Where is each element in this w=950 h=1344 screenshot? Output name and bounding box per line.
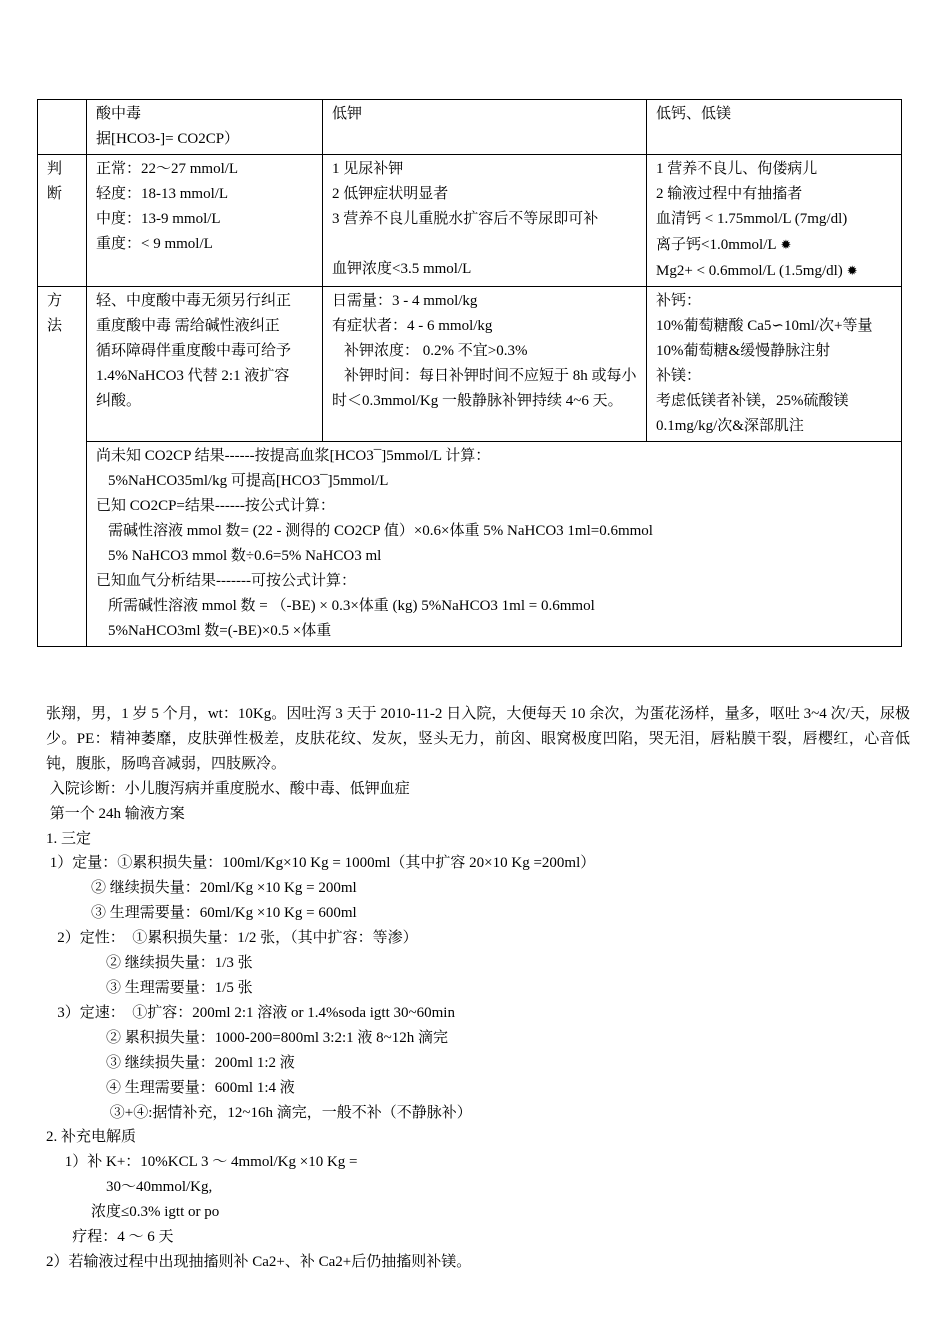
header-empty-cell: [38, 100, 87, 155]
plan-line: ③ 继续损失量：200ml 1:2 液: [46, 1054, 295, 1071]
header-hypokalemia: 低钾: [323, 100, 647, 155]
plan-line: 疗程：4 ～ 6 天: [46, 1229, 174, 1246]
table-row-calc: [38, 442, 902, 647]
plan-line: ③ 生理需要量：60ml/Kg ×10 Kg = 600ml: [46, 905, 357, 922]
plan-line: 3）定速： ①扩容：200ml 2:1 溶液 or 1.4%soda igtt 30~60min: [46, 1004, 455, 1021]
plan-line: ② 继续损失量：20ml/Kg ×10 Kg = 200ml: [46, 880, 357, 897]
header-acidosis: 酸中毒 据[HCO3-]= CO2CP）: [87, 100, 323, 155]
plan-line: 2）若输液过程中出现抽搐则补 Ca2+、补 Ca2+后仍抽搐则补镁。: [46, 1253, 472, 1270]
plan-line: ③ 生理需要量：1/5 张: [46, 979, 253, 996]
plan-line: 30～40mmol/Kg,: [46, 1179, 213, 1196]
plan-line: 1）定量：①累积损失量：100ml/Kg×10 Kg = 1000ml（其中扩容 20×10 Kg =200ml）: [46, 855, 596, 872]
method-calcium-cell: 补钙： 10%葡萄糖酸 Ca5∽10ml/次+等量 10%葡萄糖&缓慢静脉注射 补镁： 考虑低镁者补镁，25%硫酸镁 0.1mg/kg/次&深部肌注: [647, 287, 902, 442]
star-marker-icon: ✹: [846, 263, 858, 278]
plan-line: ② 累积损失量：1000-200=800ml 3:2:1 液 8~12h 滴完: [46, 1029, 448, 1046]
plan-line: ② 继续损失量：1/3 张: [46, 955, 253, 972]
case-plan: [46, 777, 910, 1275]
plan-line: 浓度≤0.3% igtt or po: [46, 1204, 220, 1221]
plan-line: 1）补 K+：10%KCL 3 ～ 4mmol/Kg ×10 Kg =: [46, 1154, 358, 1171]
plan-line: ③+④:据情补充，12~16h 滴完，一般不补（不静脉补）: [46, 1104, 472, 1121]
electrolyte-table: [37, 99, 902, 647]
row-label-method: 方 法: [38, 287, 87, 647]
plan-title: 第一个 24h 输液方案: [46, 805, 185, 822]
plan-section-heading: 1. 三定: [46, 830, 92, 847]
plan-line: 2）定性： ①累积损失量：1/2 张，（其中扩容：等渗）: [46, 930, 418, 947]
method-potassium-cell: 日需量：3 - 4 mmol/kg 有症状者：4 - 6 mmol/kg 补钾浓度： 0.2% 不宜>0.3% 补钾时间：每日补钾时间不应短于 8h 或每小时＜0.3mmol/Kg 一般静脉补钾持续 4~6 天。: [323, 287, 647, 442]
header-hypocalcemia: 低钙、低镁: [647, 100, 902, 155]
table-row-method: [38, 287, 902, 442]
star-marker-icon: ✹: [780, 237, 792, 252]
case-section: [46, 702, 910, 1275]
table-header-row: [38, 100, 902, 155]
judge-calcium-cell: 1 营养不良儿、佝偻病儿 2 输液过程中有抽搐者 血清钙 < 1.75mmol/L (7mg/dl) 离子钙<1.0mmol/L ✹ Mg2+ < 0.6mmol/L (1.5mg/dl) ✹: [647, 155, 902, 287]
judge-potassium-cell: 1 见尿补钾 2 低钾症状明显者 3 营养不良儿重脱水扩容后不等尿即可补 血钾浓度<3.5 mmol/L: [323, 155, 647, 287]
case-intro-paragraph: 张翔，男，1 岁 5 个月，wt：10Kg。因吐泻 3 天于 2010-11-2 日入院，大便每天 10 余次，为蛋花汤样，量多，呕吐 3~4 次/天，尿极少。PE：精神萎靡，皮肤弹性极差，皮肤花纹、发灰，竖头无力，前囟、眼窝极度凹陷，哭无泪，唇粘膜干裂，唇樱红，心音低钝，腹胀，肠鸣音减弱，四肢厥冷。: [46, 706, 910, 772]
admission-diagnosis: 入院诊断：小儿腹泻病并重度脱水、酸中毒、低钾血症: [46, 780, 410, 797]
bicarbonate-calc-cell: 尚未知 CO2CP 结果------按提高血浆[HCO3¯]5mmol/L 计算： 5%NaHCO35ml/kg 可提高[HCO3¯]5mmol/L 已知 CO2CP=结果------按公式计算： 需碱性溶液 mmol 数= (22 - 测得的 CO2CP 值）×0.6×体重 5% NaHCO3 1ml=0.6mmol 5% NaHCO3 mmol 数÷0.6=5% NaHCO3 ml 已知血气分析结果-------可按公式计算： 所需碱性溶液 mmol 数 = （-BE) × 0.3×体重 (kg) 5%NaHCO3 1ml = 0.6mmol 5%NaHCO3ml 数=(-BE)×0.5 ×体重: [87, 442, 902, 647]
method-acidosis-cell: 轻、中度酸中毒无须另行纠正 重度酸中毒 需给碱性液纠正 循环障碍伴重度酸中毒可给予 1.4%NaHCO3 代替 2:1 液扩容 纠酸。: [87, 287, 323, 442]
judge-acidosis-cell: 正常：22～27 mmol/L 轻度：18-13 mmol/L 中度：13-9 mmol/L 重度：< 9 mmol/L: [87, 155, 323, 287]
plan-section-heading: 2. 补充电解质: [46, 1129, 137, 1146]
row-label-judge: 判 断: [38, 155, 87, 287]
table-row-judge: [38, 155, 902, 287]
plan-line: ④ 生理需要量：600ml 1:4 液: [46, 1079, 295, 1096]
